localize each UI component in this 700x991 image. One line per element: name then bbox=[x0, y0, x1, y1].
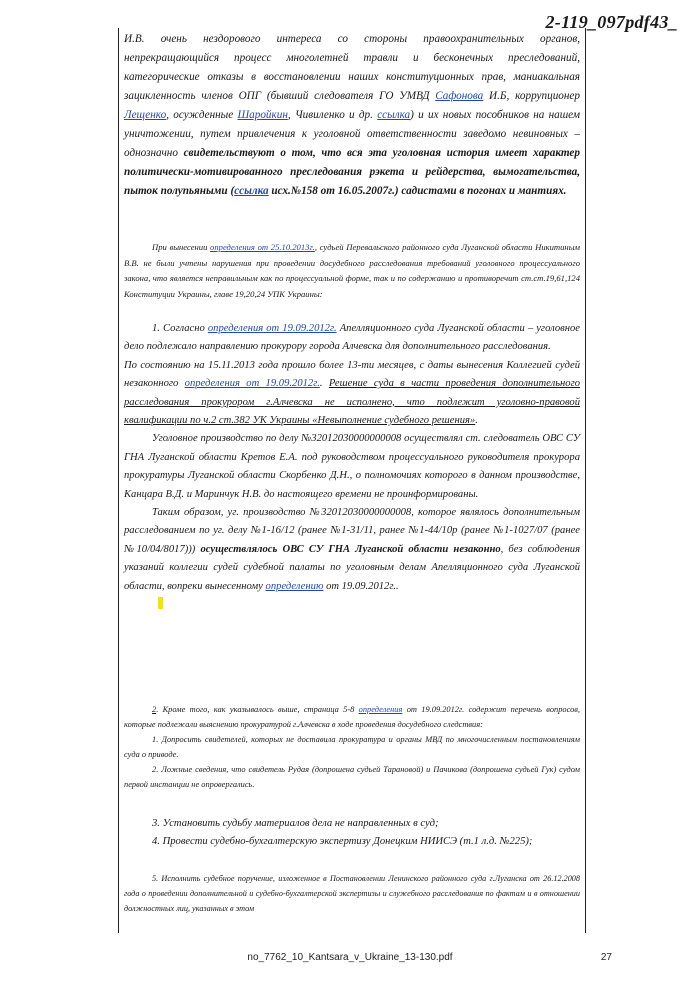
text-run: , осужденные bbox=[166, 109, 238, 121]
text-run: И.Б, коррупционер bbox=[483, 90, 580, 102]
marker-line bbox=[124, 596, 580, 610]
paragraph-11: 4. Провести судебно-бухгалтерскую экспертизу Донецким НИИСЭ (т.1 л.д. №225); bbox=[152, 836, 533, 847]
paragraph-6 bbox=[124, 504, 580, 596]
paragraph-7 bbox=[124, 702, 580, 732]
paragraph-10: 3. Установить судьбу материалов дела не направленных в суд; bbox=[152, 818, 439, 829]
text-run: , Чивиленко и др. bbox=[287, 109, 378, 121]
footer-filename: no_7762_10_Kantsara_v_Ukraine_13-130.pdf bbox=[247, 952, 453, 963]
paragraph-1 bbox=[124, 30, 580, 201]
link-reference[interactable]: ссылка bbox=[377, 109, 411, 121]
text-run: И.В. очень нездорового интереса со стороны правоохранительных органов, непрекращающийся процесс многолетней травли и бесконечных преследований, категорические отказы в восстановлении наших конституционных прав, маниакальная зацикленность членов ОПГ (бывший следователя ГО УМВД bbox=[124, 33, 580, 102]
text-run: При вынесении bbox=[152, 242, 211, 252]
paragraph-4 bbox=[124, 357, 580, 431]
text-run: от 19.09.2012г. содержит перечень вопросов, которые подлежали выяснению прокуратурой г.Алчевска в ходе проведения досудебного следствия: bbox=[124, 705, 580, 729]
paragraph-5: Уголовное производство по делу №32012030000000008 осуществлял ст. следователь ОВС СУ ГНА Луганской области Кретов Е.А. под руководством процессуального руководителя прокурора прокуратуры Луганской области Скорбенко Д.Н., о полномочиях которого в данном производстве, Канцара В.Д. и Маринчук Н.В. до настоящего времени не проинформированы. bbox=[124, 433, 580, 500]
text-block-4 bbox=[124, 702, 580, 792]
text-run: от 19.09.2012г.. bbox=[323, 580, 399, 592]
text-run: Таким образом, уг. производство №32012030000000008, которое являлось дополнительным расследованием по уг. делу №1-16/12 (ранее №1-31/11, ранее №1-44/10р (ранее №1-1027/07 (ранее №10/04/8017))) bbox=[124, 507, 580, 555]
paragraph-3 bbox=[124, 320, 580, 357]
paragraph-2 bbox=[124, 240, 580, 302]
bold-text: свидетельствуют о том, что вся эта уголовная история имеет характер политически-мотивированного преследования рэкета и рейдерства, вымогательства, пыток полупьяными ( bbox=[124, 147, 580, 197]
text-block-1 bbox=[124, 30, 580, 201]
item-number: 2 bbox=[152, 705, 157, 714]
text-run: , без соблюдения указаний коллегии судей судебной палаты по уголовным делам Апелляционного суда Луганской области, вопреки вынесенному bbox=[124, 543, 580, 592]
paragraph-9: 2. Ложные сведения, что свидетель Рудая (допрошена судьей Тарановой) и Пачикова (допрошена судьей Гук) судом первой инстанции не опровергались. bbox=[124, 765, 580, 789]
text-run: . Кроме того, как указывалось выше, страница 5-8 bbox=[156, 705, 359, 714]
text-block-6 bbox=[124, 871, 580, 916]
document-header-code: 2-119_097pdf43_ bbox=[545, 12, 678, 32]
text-block-3 bbox=[124, 320, 580, 610]
text-run: 1. Согласно bbox=[152, 323, 208, 334]
text-run: По состоянию на 15.11.2013 года прошло более 13-ти месяцев, с даты вынесения Коллегией судей незаконного bbox=[124, 359, 580, 390]
text-run: Апелляционного суда Луганской области – уголовное дело подлежало направлению прокурору города Алчевска для дополнительного расследования. bbox=[124, 323, 581, 353]
footer-page-number: 27 bbox=[600, 952, 612, 963]
text-run: . bbox=[319, 378, 329, 390]
text-block-5 bbox=[124, 815, 580, 851]
link-ruling-2012[interactable]: определения от 19.09.2012г. bbox=[207, 323, 337, 334]
text-block-2 bbox=[124, 240, 580, 302]
bold-text: осуществлялось ОВС СУ ГНА Луганской области незаконно bbox=[200, 543, 501, 555]
link-ruling[interactable]: определению bbox=[265, 580, 324, 592]
link-ruling-2013[interactable]: определения от 25.10.2013г. bbox=[210, 242, 315, 252]
paragraph-12: 5. Исполнить судебное поручение, изложенное в Постановлении Ленинского районного суда г.Луганска от 26.12.2008 года о проведении дополнительной и судебно-бухгалтерской экспертизы и служебного расследования по фактам и в отношении должностных лиц, указанных в этом bbox=[124, 874, 580, 913]
link-safonova[interactable]: Сафонова bbox=[435, 90, 484, 102]
bold-text: исх.№158 от 16.05.2007г.) садистами в погонах и мантиях. bbox=[268, 185, 567, 197]
link-ruling-2012-b[interactable]: определения от 19.09.2012г. bbox=[184, 378, 320, 390]
link-ruling-pages[interactable]: определения bbox=[358, 705, 403, 714]
paragraph-8: 1. Допросить свидетелей, которых не доставила прокуратура и органы МВД по многочисленным постановлениям суда о приводе. bbox=[124, 735, 580, 759]
highlight-marker-icon bbox=[158, 597, 163, 609]
link-reference-2[interactable]: ссылка bbox=[234, 185, 269, 197]
text-run: ) и их новых пособников на нашем уничтожении, путем привлечения к уголовной ответственности заведомо невиновных – однозначно bbox=[124, 109, 581, 159]
link-sharoykin[interactable]: Шаройкин bbox=[237, 109, 288, 121]
text-run: , судьей Перевальского районного суда Луганской области Никитиным В.В. не были учтены нарушения при проведении досудебного расследования требований уголовного процессуального закона, что является неправильным как по процессуальной форме, так и по содержанию и противоречит ст.ст.19,61,124 Конституции Украины, главе 19,20,24 УПК Украины: bbox=[124, 242, 581, 299]
underlined-text: Решение суда в части проведения дополнительного расследования прокурором г.Алчевска не исполнено, что подлежит уголовно-правовой квалификации по ч.2 ст.382 УК Украины «Невыполнение судебного решения» bbox=[124, 378, 580, 427]
text-run: . bbox=[475, 415, 478, 427]
link-leshchenko[interactable]: Лещенко bbox=[124, 109, 167, 121]
